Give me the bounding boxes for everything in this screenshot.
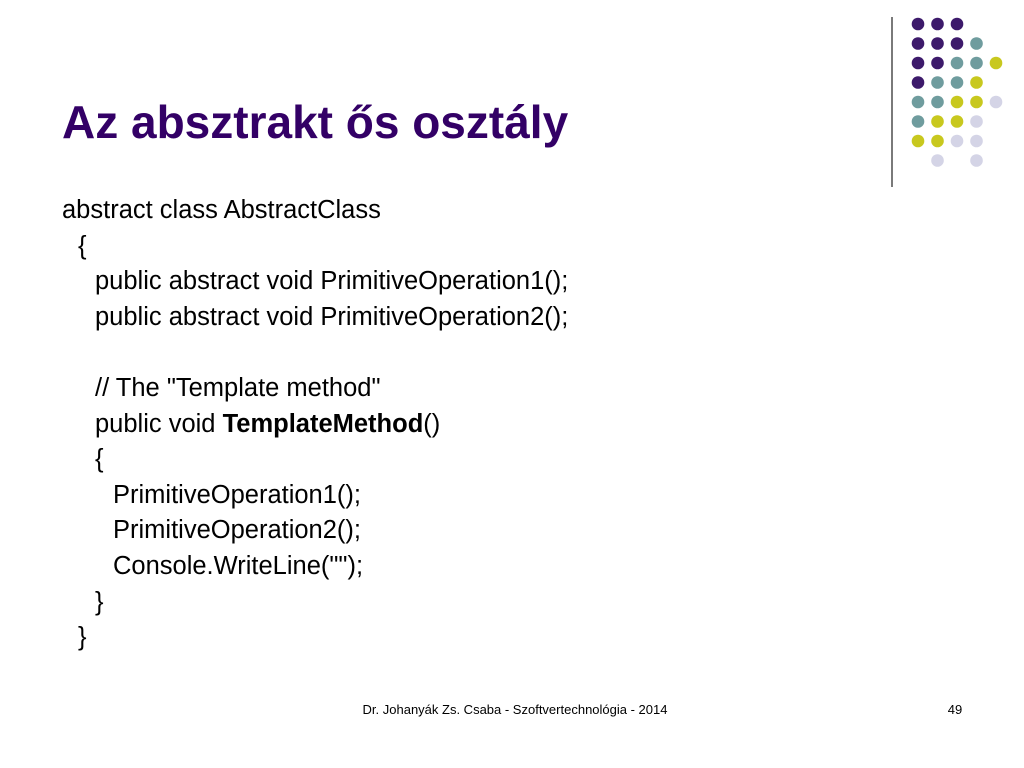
code-text: { [78, 231, 87, 260]
code-line [62, 585, 568, 621]
decorative-dot [970, 57, 983, 70]
code-line [62, 478, 568, 514]
code-line [62, 513, 568, 549]
code-text: public abstract void PrimitiveOperation2(); [95, 302, 569, 331]
decorative-dot [951, 57, 964, 70]
code-text: PrimitiveOperation2(); [113, 516, 361, 545]
code-text: public void [95, 409, 223, 438]
slide-title: Az absztrakt ős osztály [62, 96, 569, 148]
code-text: public abstract void PrimitiveOperation1(); [95, 267, 569, 296]
decorative-dot [912, 37, 925, 50]
decorative-dot [990, 57, 1003, 70]
code-line [62, 229, 568, 265]
decorative-dot [970, 37, 983, 50]
decorative-dot [912, 57, 925, 70]
decorative-dot [931, 18, 944, 31]
decorative-dot [931, 96, 944, 109]
decorative-dot [931, 37, 944, 50]
title-divider-line [891, 17, 893, 187]
code-line [62, 620, 568, 656]
code-text: () [423, 409, 441, 438]
code-line [62, 549, 568, 585]
decorative-dot [970, 76, 983, 89]
decorative-dot [931, 115, 944, 128]
decorative-dot [912, 135, 925, 148]
decorative-dot [951, 115, 964, 128]
code-method-name: TemplateMethod [222, 409, 424, 438]
decorative-dot [931, 135, 944, 148]
decorative-dot [912, 96, 925, 109]
code-line [62, 264, 568, 300]
code-text: { [95, 445, 104, 474]
code-line [62, 193, 568, 229]
code-block [62, 193, 568, 656]
decorative-dot [951, 37, 964, 50]
code-text: abstract class AbstractClass [62, 196, 381, 224]
page-number: 49 [947, 702, 963, 717]
decorative-dot [931, 154, 944, 167]
decorative-dot [951, 76, 964, 89]
code-text: Console.WriteLine(""); [113, 551, 364, 580]
decorative-dot [912, 76, 925, 89]
code-line [62, 371, 568, 407]
decorative-dot [970, 96, 983, 109]
decorative-dot [931, 57, 944, 70]
decorative-dot [951, 18, 964, 31]
code-text: } [78, 623, 87, 652]
decorative-dot [912, 115, 925, 128]
decorative-dot [990, 96, 1003, 109]
decorative-dot [970, 154, 983, 167]
decorative-dot [951, 135, 964, 148]
decorative-dot [912, 18, 925, 31]
code-line [62, 442, 568, 478]
decorative-dot [970, 135, 983, 148]
code-text: PrimitiveOperation1(); [113, 480, 361, 509]
code-line [62, 335, 568, 371]
code-text: } [95, 587, 104, 616]
code-line [62, 407, 568, 443]
code-text: // The "Template method" [95, 373, 381, 402]
decorative-dot [931, 76, 944, 89]
code-line [62, 300, 568, 336]
slide-footer: Dr. Johanyák Zs. Csaba - Szoftvertechnológia - 2014 [362, 702, 668, 717]
decorative-dot [970, 115, 983, 128]
decorative-dot [951, 96, 964, 109]
